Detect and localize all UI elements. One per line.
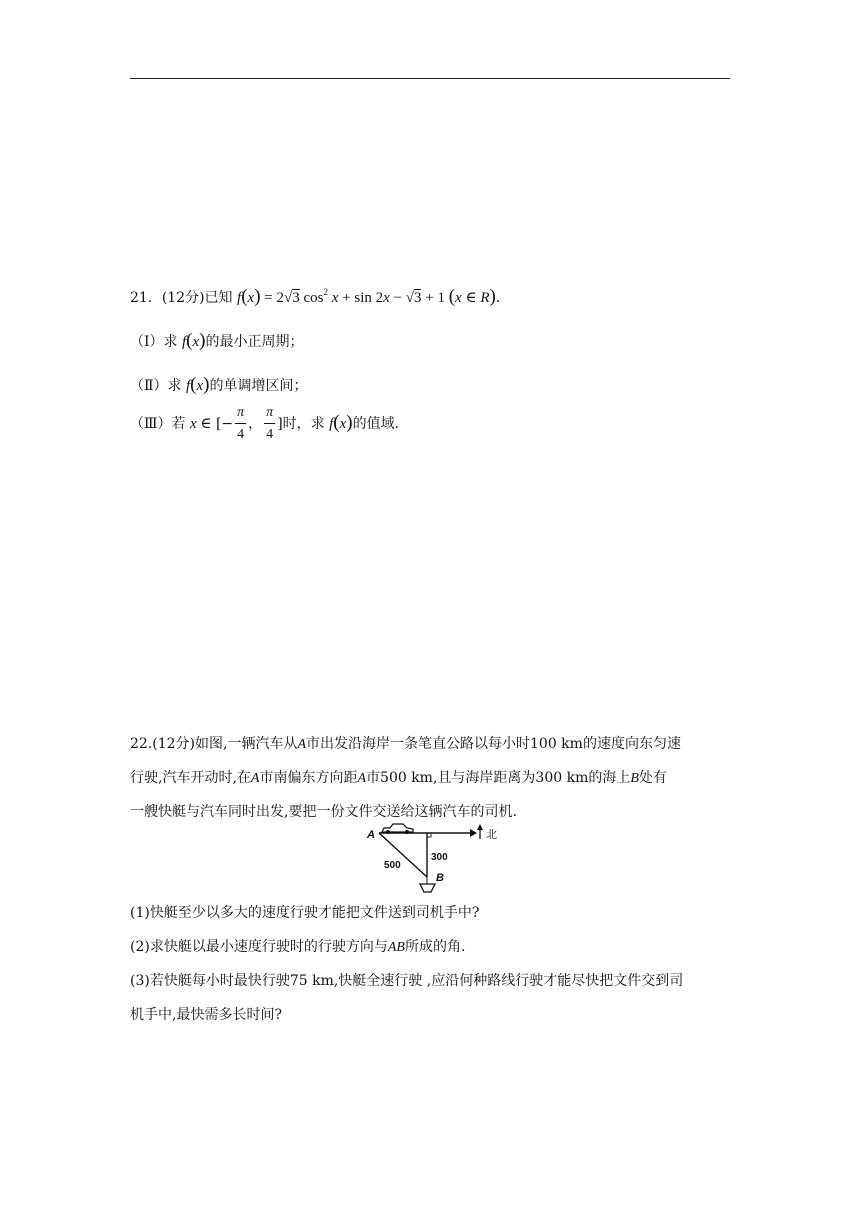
- q21-stem: 21．(12分)已知 f(x) = 2√3 $\cos^2 x + \sin 2x - √3 + 1$ (x ∈ R).: [130, 286, 501, 307]
- length-500-label: 500: [384, 860, 401, 871]
- q22-sub1: (1)快艇至少以多大的速度行驶才能把文件送到司机手中?: [130, 905, 480, 921]
- q22-line3: 一艘快艇与汽车同时出发,要把一份文件交送给这辆汽车的司机.: [130, 804, 517, 820]
- q21-part1: （Ⅰ）求 f(x)的最小正周期；: [130, 330, 304, 351]
- q21-part3: （Ⅲ）若 x ∈ [− $\frac{\pi}{4}$ ， $\frac{\pi}{4}$ ]时，求 f(x)的值域.: [130, 405, 400, 442]
- north-label: 北: [486, 829, 497, 841]
- header-rule: [130, 78, 730, 79]
- q22-figure: [360, 822, 510, 896]
- north-arrow-icon: [477, 824, 483, 839]
- point-A-label: A: [367, 829, 375, 841]
- road-arrowhead: [470, 829, 477, 837]
- q22-sub2: (2)求快艇以最小速度行驶时的行驶方向与AB所成的角.: [130, 939, 466, 955]
- length-300-label: 300: [431, 852, 448, 863]
- q21-header: 21．(12分)已知: [130, 290, 233, 306]
- frac-neg-pi-4: $\frac{\pi}{4}$: [237, 405, 245, 442]
- car-icon: [382, 824, 413, 834]
- q22-sub3-line1: (3)若快艇每小时最快行驶75 km,快艇全速行驶 ,应沿何种路线行驶才能尽快把文件交到司: [130, 973, 684, 989]
- q22-line2: 行驶,汽车开动时,在A市南偏东方向距A市500 km,且与海岸距离为300 km的海上B处有: [130, 770, 667, 786]
- q21-formula: f(x) = 2√3 $\cos^2 x + \sin 2x - √3 + 1$ (x ∈ R): [237, 286, 496, 307]
- q22-sub3-line2: 机手中,最快需多长时间?: [130, 1007, 282, 1023]
- q22-line1: 22.(12分)如图,一辆汽车从A市出发沿海岸一条笔直公路以每小时100 km的速度向东匀速: [130, 736, 681, 752]
- frac-pi-4: $\frac{\pi}{4}$: [266, 405, 274, 442]
- boat-icon: [420, 877, 435, 892]
- q21-part2: （Ⅱ）求 f(x)的单调增区间；: [130, 374, 308, 395]
- point-B-label: B: [436, 872, 444, 884]
